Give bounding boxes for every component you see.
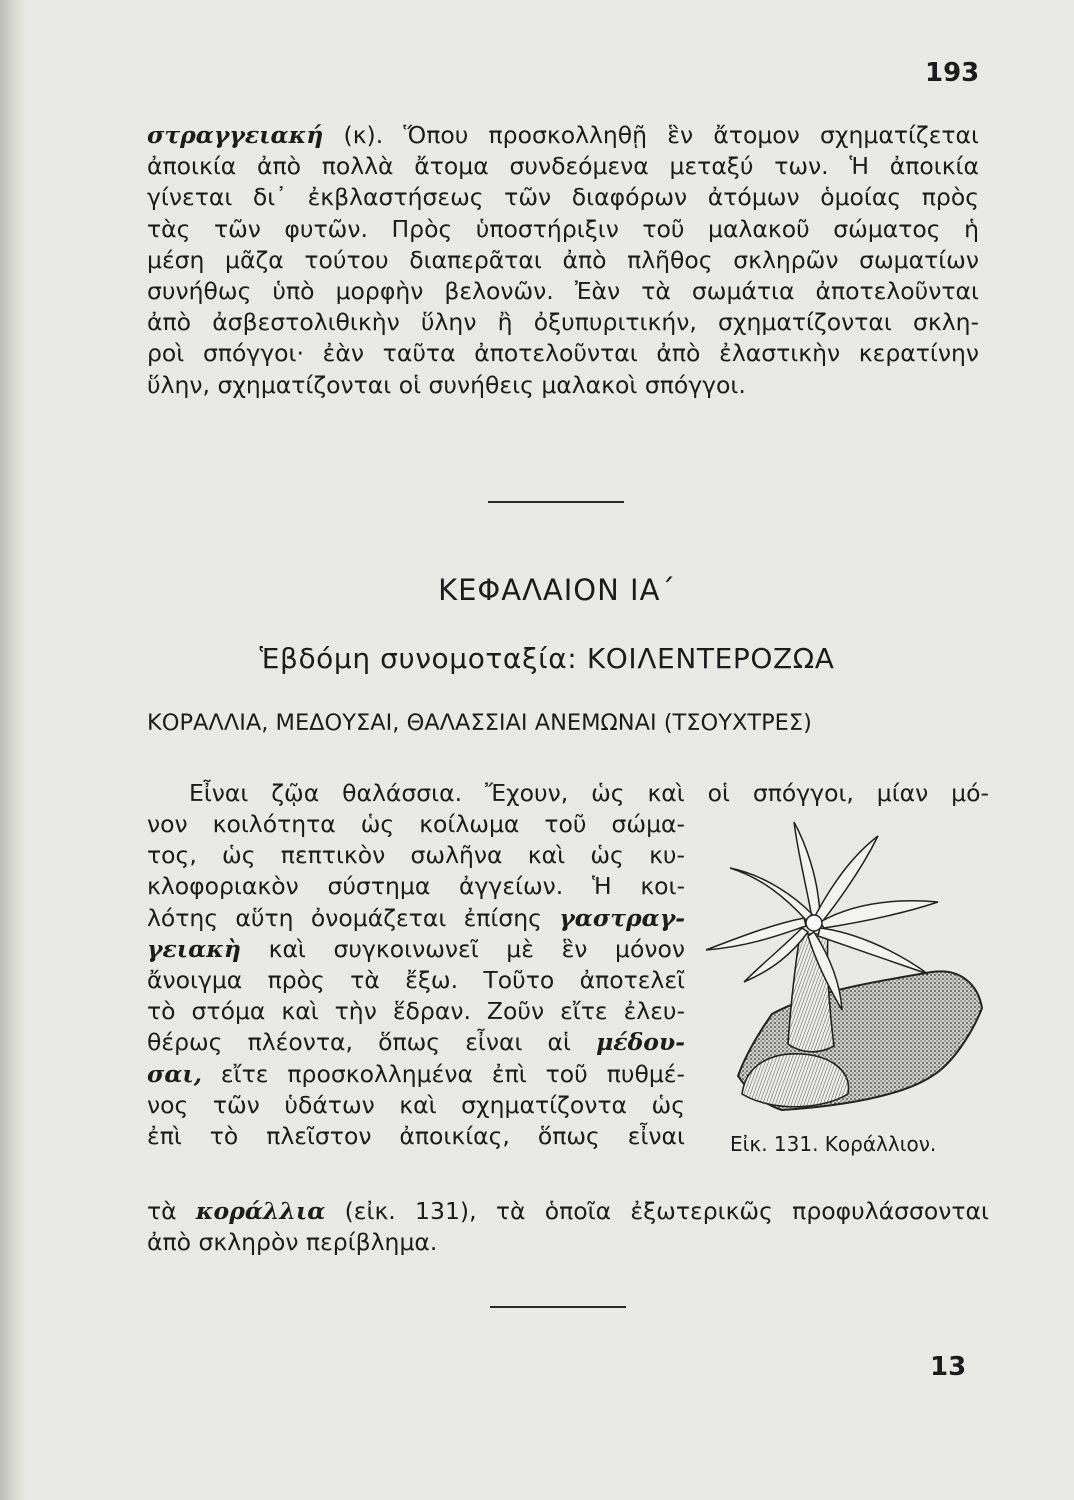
line-text: κλοφοριακὸν σύστημα ἀγγείων. Ἡ κοι- xyxy=(147,872,685,901)
anemone-mouth xyxy=(806,915,822,931)
text-line: ἀποικία ἀπὸ πολλὰ ἄτομα συνδεόμενα μεταξύ των. Ἡ ἀποικία xyxy=(147,152,979,181)
line-text: θέρως πλέοντα, ὅπως εἶναι αἱ xyxy=(147,1028,597,1057)
paragraph-corals xyxy=(147,1196,989,1258)
paragraph-coelenterates xyxy=(147,809,685,1152)
text-line xyxy=(147,1059,685,1090)
text-line xyxy=(147,996,685,1027)
text-line xyxy=(147,120,979,151)
text-line: ἀπὸ ἀσβεστολιθικὴν ὕλην ἢ ὀξυπυριτικήν, σχηματίζονται σκλη- xyxy=(147,308,979,337)
text-line: τὰς τῶν φυτῶν. Πρὸς ὑποστήριξιν τοῦ μαλακοῦ σώματος ἡ xyxy=(147,214,979,243)
section-subtitle: ΚΟΡΑΛΛΙΑ, ΜΕΔΟΥΣΑΙ, ΘΑΛΑΣΣΙΑΙ ΑΝΕΜΩΝΑΙ (ΤΣΟΥΧΤΡΕΣ) xyxy=(147,710,812,736)
text-line: γίνεται δι᾽ ἐκβλαστήσεως τῶν διαφόρων ἀτόμων ὁμοίας πρὸς xyxy=(147,183,979,212)
text-line xyxy=(147,1196,989,1227)
sea-anemone-illustration xyxy=(702,814,984,1128)
text-line xyxy=(147,871,685,902)
line-text: καὶ συγκοινωνεῖ μὲ ἓν μόνον xyxy=(240,934,685,963)
emphasis-term: γειακὴ xyxy=(147,934,241,963)
text-line xyxy=(147,1090,685,1121)
line-text: ἄνοιγμα πρὸς τὰ ἔξω. Τοῦτο ἀποτελεῖ xyxy=(147,966,685,995)
text-line xyxy=(147,840,685,871)
text-line: ροὶ σπόγγοι· ἐὰν ταῦτα ἀποτελοῦνται ἀπὸ ἐλαστικὴν κερατίνην xyxy=(147,339,979,368)
paragraph-sponges xyxy=(147,120,979,401)
text-line xyxy=(147,965,685,996)
text-line xyxy=(147,1027,685,1058)
line-text: (εἰκ. 131), τὰ ὁποῖα ἐξωτερικῶς προφυλάσσονται xyxy=(325,1197,989,1225)
line-text: νος τῶν ὑδάτων καὶ σχηματίζοντα ὡς xyxy=(147,1090,685,1119)
chapter-title: ΚΕΦΑΛΑΙΟΝ ΙΑ΄ xyxy=(438,573,676,607)
section-divider xyxy=(490,1306,626,1308)
text-line: μέση μᾶζα τούτου διαπερᾶται ἀπὸ πλῆθος σκληρῶν σωματίων xyxy=(147,245,979,274)
text-line xyxy=(147,903,685,934)
page-number: 193 xyxy=(925,58,980,88)
emphasis-term: κοράλλια xyxy=(195,1197,326,1225)
emphasis-term: σαι, xyxy=(147,1059,202,1088)
phylum-title: Ἑβδόμη συνομοταξία: ΚΟΙΛΕΝΤΕΡΟΖΩΑ xyxy=(259,642,835,675)
intro-line-wrap xyxy=(147,778,989,809)
text-line xyxy=(147,809,685,840)
line-text: τος, ὡς πεπτικὸν σωλῆνα καὶ ὡς κυ- xyxy=(147,841,685,870)
signature-mark: 13 xyxy=(930,1352,967,1382)
text-line xyxy=(147,934,685,965)
anemone-stalk xyxy=(788,934,834,1052)
text-line: συνήθως ὑπὸ μορφὴν βελονῶν. Ἐὰν τὰ σωμάτια ἀποτελοῦνται xyxy=(147,277,979,306)
page-gutter-shadow xyxy=(0,0,26,1500)
intro-line: Εἶναι ζῷα θαλάσσια. Ἔχουν, ὡς καὶ οἱ σπόγγοι, μίαν μό- xyxy=(189,779,989,807)
line-text: (κ). Ὅπου προσκολληθῇ ἓν ἄτομον σχηματίζεται xyxy=(323,121,979,149)
emphasis-term: μέδου- xyxy=(596,1028,685,1057)
line-text: λότης αὕτη ὀνομάζεται ἐπίσης xyxy=(147,903,560,932)
line-text: τὰ xyxy=(147,1197,196,1225)
line-text: εἴτε προσκολλημένα ἐπὶ τοῦ πυθμέ- xyxy=(201,1059,685,1088)
text-line: ὕλην, σχηματίζονται οἱ συνήθεις μαλακοὶ σπόγγοι. xyxy=(147,370,746,399)
section-divider xyxy=(488,501,624,503)
figure-caption: Εἰκ. 131. Κοράλλιον. xyxy=(730,1132,937,1156)
line-text: νον κοιλότητα ὡς κοίλωμα τοῦ σώμα- xyxy=(147,810,685,838)
line-text: ἀπὸ σκληρὸν περίβλημα. xyxy=(147,1228,438,1257)
text-line xyxy=(147,1121,685,1152)
emphasis-term: γαστραγ- xyxy=(559,903,685,932)
emphasis-term: στραγγειακή xyxy=(147,121,324,149)
line-text: τὸ στόμα καὶ τὴν ἕδραν. Ζοῦν εἴτε ἐλευ- xyxy=(147,997,685,1026)
text-line xyxy=(147,1227,989,1258)
line-text: ἐπὶ τὸ πλεῖστον ἀποικίας, ὅπως εἶναι xyxy=(147,1122,685,1151)
